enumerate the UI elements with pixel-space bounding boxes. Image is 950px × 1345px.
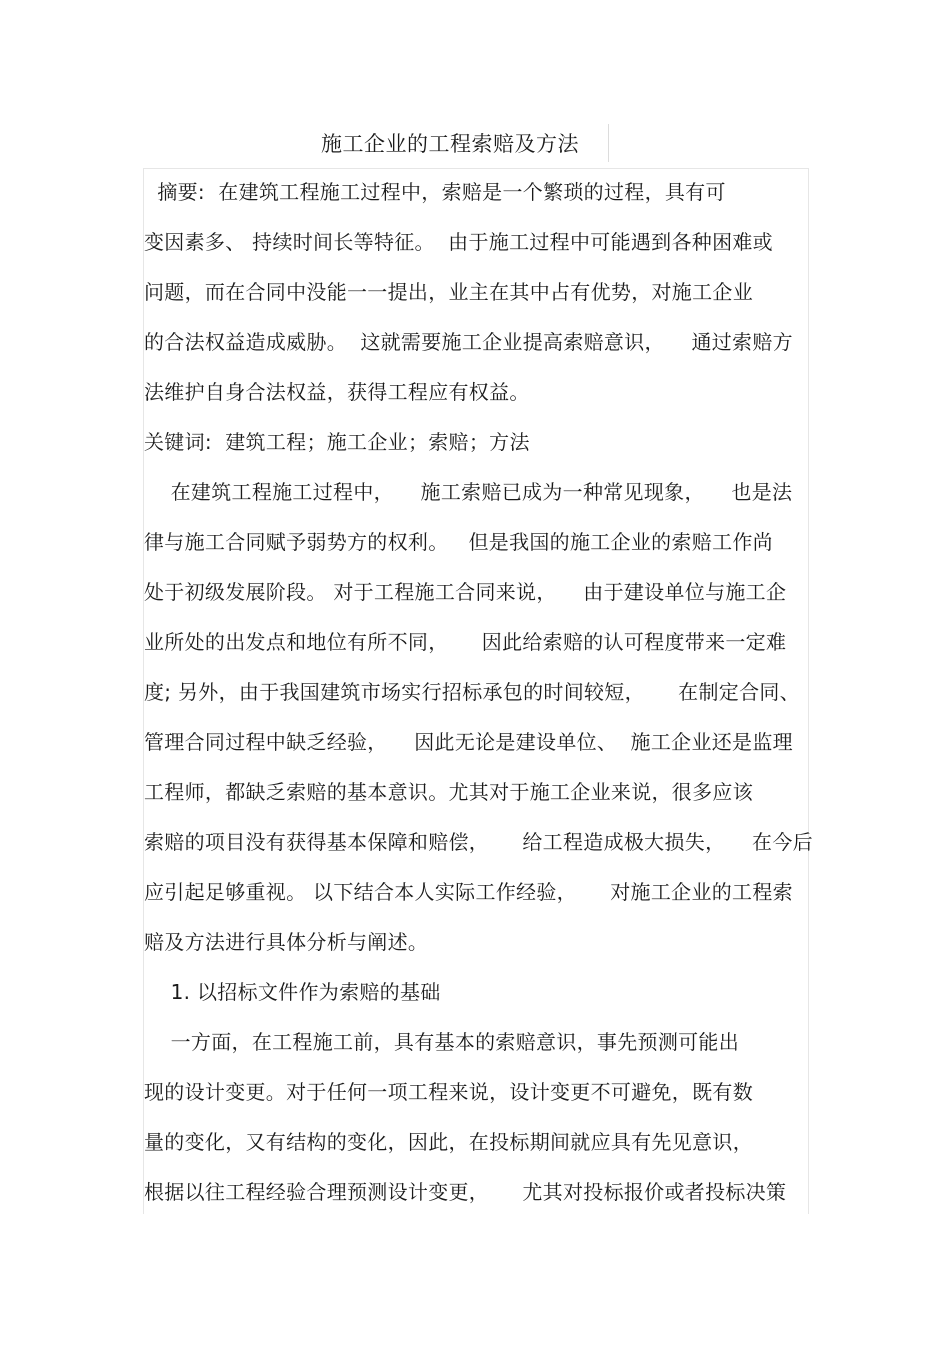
title-divider xyxy=(608,124,609,162)
body-line: 处于初级发展阶段。 对于工程施工合同来说， 由于建设单位与施工企 xyxy=(144,580,787,604)
body-line: 业所处的出发点和地位有所不同， 因此给索赔的认可程度带来一定难 xyxy=(144,630,787,654)
body-line: 一方面，在工程施工前，具有基本的索赔意识，事先预测可能出 xyxy=(144,1030,740,1054)
body-line: 在建筑工程施工过程中， 施工索赔已成为一种常见现象， 也是法 xyxy=(144,480,793,504)
abstract-line: 变因素多、 持续时间长等特征。 由于施工过程中可能遇到各种困难或 xyxy=(144,230,773,254)
body-line: 根据以往工程经验合理预测设计变更， 尤其对投标报价或者投标决策 xyxy=(144,1180,787,1204)
body-line: 度; 另外，由于我国建筑市场实行招标承包的时间较短， 在制定合同、 xyxy=(144,680,800,704)
body-line: 索赔的项目没有获得基本保障和赔偿， 给工程造成极大损失， 在今后 xyxy=(144,830,813,854)
body-line: 管理合同过程中缺乏经验， 因此无论是建设单位、 施工企业还是监理 xyxy=(144,730,793,754)
page-title: 施工企业的工程索赔及方法 xyxy=(321,132,579,156)
abstract-line: 的合法权益造成威胁。 这就需要施工企业提高索赔意识， 通过索赔方 xyxy=(144,330,793,354)
keywords-line: 关键词: 建筑工程；施工企业；索赔；方法 xyxy=(144,430,530,454)
abstract-line: 法维护自身合法权益，获得工程应有权益。 xyxy=(144,380,530,404)
body-line: 量的变化，又有结构的变化，因此，在投标期间就应具有先见意识， xyxy=(144,1130,753,1154)
abstract-line: 问题，而在合同中没能一一提出，业主在其中占有优势，对施工企业 xyxy=(144,280,753,304)
body-line: 赔及方法进行具体分析与阐述。 xyxy=(144,930,429,954)
body-line: 律与施工合同赋予弱势方的权利。 但是我国的施工企业的索赔工作尚 xyxy=(144,530,773,554)
section-heading: 1. 以招标文件作为索赔的基础 xyxy=(144,980,441,1004)
body-line: 应引起足够重视。 以下结合本人实际工作经验， 对施工企业的工程索 xyxy=(144,880,793,904)
body-line: 现的设计变更。对于任何一项工程来说，设计变更不可避免，既有数 xyxy=(144,1080,753,1104)
body-line: 工程师，都缺乏索赔的基本意识。尤其对于施工企业来说，很多应该 xyxy=(144,780,753,804)
abstract-line: 摘要: 在建筑工程施工过程中，索赔是一个繁琐的过程，具有可 xyxy=(144,180,726,204)
